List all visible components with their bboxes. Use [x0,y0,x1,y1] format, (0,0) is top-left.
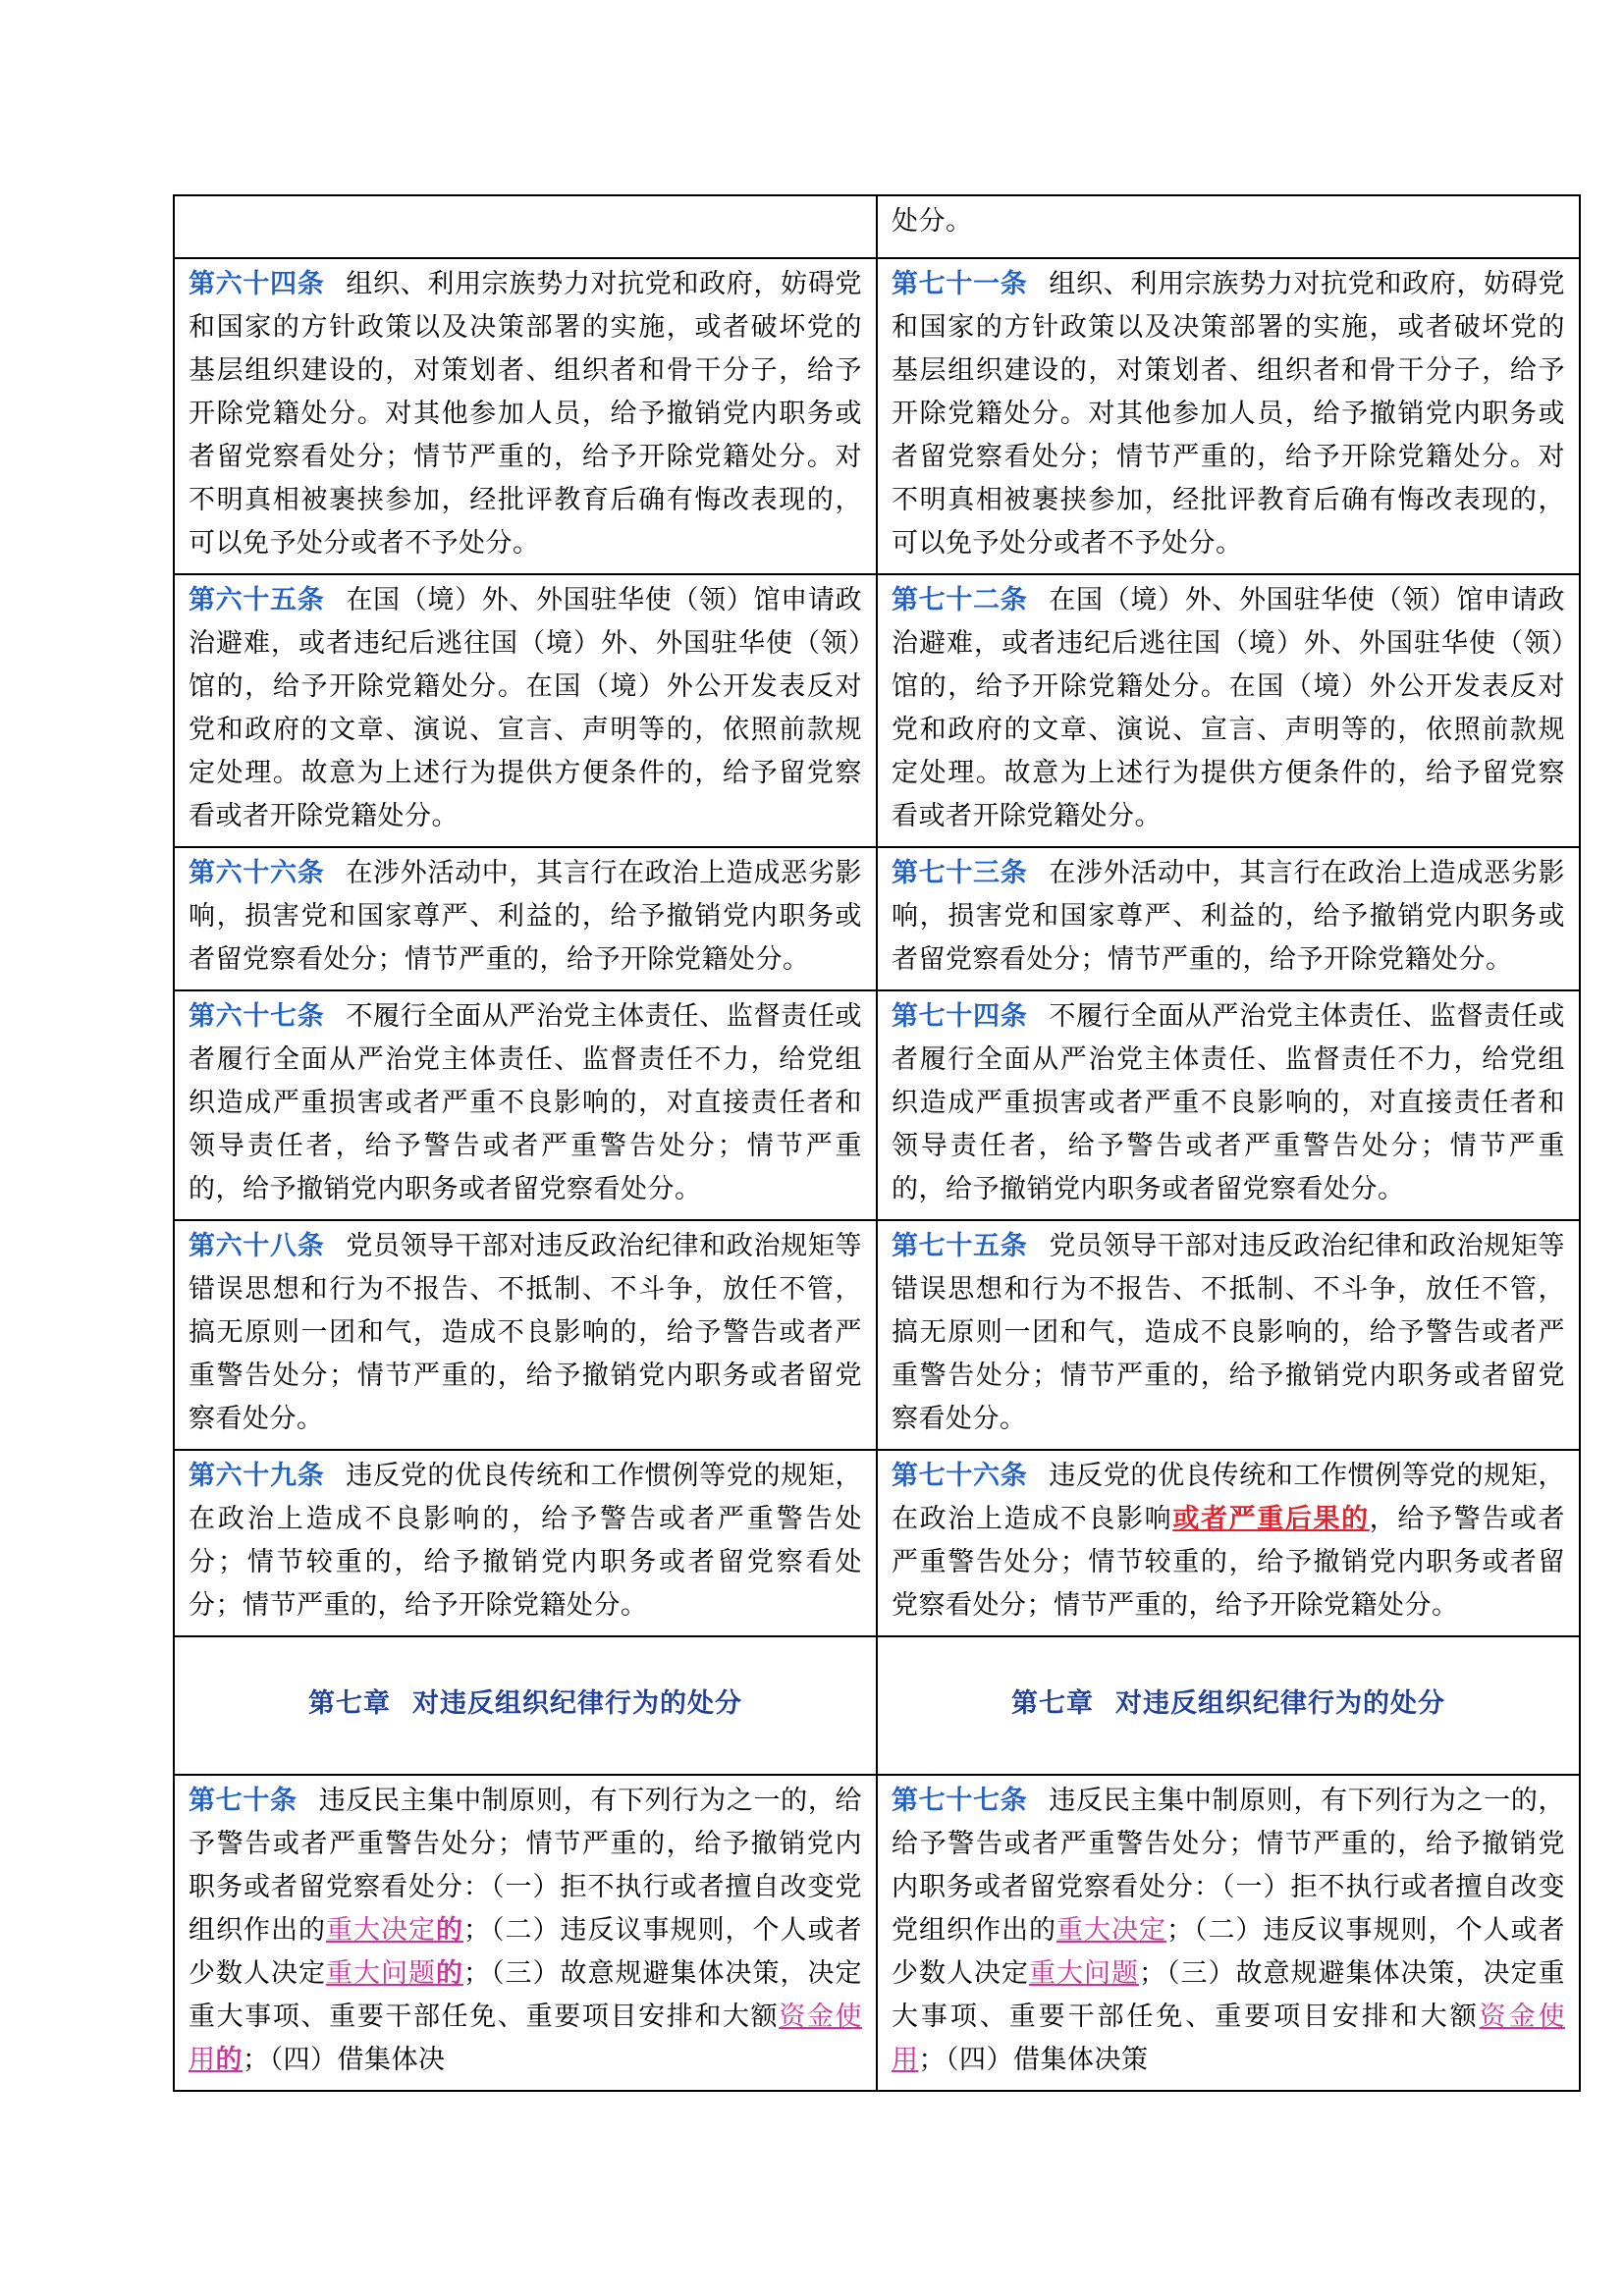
article-number: 第六十九条 [189,1461,325,1491]
article-number: 第七十三条 [892,858,1028,888]
chapter-row [174,1636,1580,1775]
article-text: 不履行全面从严治党主体责任、监督责任或者履行全面从严治党主体责任、监督责任不力，给党组织造成严重损害或者严重不良影响的，对直接责任者和领导责任者，给予警告或者严重警告处分；情节严重的，给予撤销党内职务或者留党察看处分。 [189,1001,863,1204]
article-number: 第七十四条 [892,1001,1028,1032]
modified-text: 资金使用 [892,2002,1566,2075]
comparison-table [173,194,1581,2092]
left-cell [174,990,877,1220]
article-text: ，给予警告或者严重警告处分；情节较重的，给予撤销党内职务或者留党察看处分；情节严重的，给予开除党籍处分。 [892,1504,1566,1621]
article-text: 违反党的优良传统和工作惯例等党的规矩，在政治上造成不良影响的，给予警告或者严重警告处分；情节较重的，给予撤销党内职务或者留党察看处分；情节严重的，给予开除党籍处分。 [189,1461,863,1621]
right-cell: 第七十七条 违反民主集中制原则，有下列行为之一的，给予警告或者严重警告处分；情节严重的，给予撤销党内职务或者留党察看处分：（一）拒不执行或者擅自改变党组织作出的重大决定；（二）违反议事规则，个人或者少数人决定重大问题；（三）故意规避集体决策，决定重大事项、重要干部任免、重要项目安排和大额资金使用；（四）借集体决策 [877,1775,1580,2091]
article-text: 在涉外活动中，其言行在政治上造成恶劣影响，损害党和国家尊严、利益的，给予撤销党内职务或者留党察看处分；情节严重的，给予开除党籍处分。 [892,858,1566,975]
right-cell [877,258,1580,574]
left-cell: 第七十条 违反民主集中制原则，有下列行为之一的，给予警告或者严重警告处分；情节严重的，给予撤销党内职务或者留党察看处分：（一）拒不执行或者擅自改变党组织作出的重大决定的；（二）违反议事规则，个人或者少数人决定重大问题的；（三）故意规避集体决策，决定重大事项、重要干部任免、重要项目安排和大额资金使用的；（四）借集体决 [174,1775,877,2091]
left-cell [174,258,877,574]
right-cell [877,990,1580,1220]
right-cell [877,847,1580,990]
article-text: 在涉外活动中，其言行在政治上造成恶劣影响，损害党和国家尊严、利益的，给予撤销党内职务或者留党察看处分；情节严重的，给予开除党籍处分。 [189,858,863,975]
article-number: 第七十条 [189,1786,298,1816]
chapter-heading-right [877,1636,1580,1775]
article-number: 第六十四条 [189,269,325,299]
chapter-title: 对违反组织纪律行为的处分 [1115,1687,1445,1719]
article-number: 第六十七条 [189,1001,325,1032]
article-number: 第七十七条 [892,1786,1028,1816]
article-number: 第七十二条 [892,585,1028,615]
right-cell [877,1220,1580,1450]
table-row [174,258,1580,574]
article-text: 党员领导干部对违反政治纪律和政治规矩等错误思想和行为不报告、不抵制、不斗争，放任不管，搞无原则一团和气，造成不良影响的，给予警告或者严重警告处分；情节严重的，给予撤销党内职务或者留党察看处分。 [189,1231,863,1434]
right-cell [877,1450,1580,1636]
table-row [174,1450,1580,1636]
article-number: 第六十五条 [189,585,325,615]
table-row [174,1220,1580,1450]
modified-text: 资金使用 [189,2002,863,2075]
modified-text: 重大决定 [326,1915,436,1946]
table-row [174,195,1580,258]
article-text: 组织、利用宗族势力对抗党和政府，妨碍党和国家的方针政策以及决策部署的实施，或者破坏党的基层组织建设的，对策划者、组织者和骨干分子，给予开除党籍处分。对其他参加人员，给予撤销党内职务或者留党察看处分；情节严重的，给予开除党籍处分。对不明真相被裹挟参加，经批评教育后确有悔改表现的，可以免予处分或者不予处分。 [892,269,1566,559]
modified-text: 重大问题 [1029,1958,1139,1989]
chapter-title: 对违反组织纪律行为的处分 [412,1687,742,1719]
table-row [174,847,1580,990]
left-cell [174,195,877,258]
article-number: 第七十一条 [892,269,1028,299]
right-cell [877,574,1580,847]
article-text: 违反党的优良传统和工作惯例等党的规矩，在政治上造成不良影响 [892,1461,1566,1534]
article-text: 在国（境）外、外国驻华使（领）馆申请政治避难，或者违纪后逃往国（境）外、外国驻华使（领）馆的，给予开除党籍处分。在国（境）外公开发表反对党和政府的文章、演说、宣言、声明等的，依照前款规定处理。故意为上述行为提供方便条件的，给予留党察看或者开除党籍处分。 [892,585,1566,831]
table-row [174,574,1580,847]
table-row [174,990,1580,1220]
chapter-number: 第七章 [1011,1687,1094,1719]
chapter-heading-left [174,1636,877,1775]
table-row [174,1775,1580,2091]
modified-text: 重大问题 [326,1958,436,1989]
article-number: 第七十五条 [892,1231,1028,1261]
article-number: 第七十六条 [892,1461,1028,1491]
deleted-text: 的 [436,1915,463,1946]
article-text: 在国（境）外、外国驻华使（领）馆申请政治避难，或者违纪后逃往国（境）外、外国驻华使（领）馆的，给予开除党籍处分。在国（境）外公开发表反对党和政府的文章、演说、宣言、声明等的，依照前款规定处理。故意为上述行为提供方便条件的，给予留党察看或者开除党籍处分。 [189,585,863,831]
inserted-text: 或者严重后果的 [1172,1504,1370,1534]
chapter-number: 第七章 [308,1687,391,1719]
modified-text: 重大决定 [1056,1915,1166,1946]
article-number: 第六十八条 [189,1231,325,1261]
deleted-text: 的 [215,2045,243,2075]
left-cell [174,1220,877,1450]
left-cell [174,847,877,990]
left-cell [174,574,877,847]
article-text: 组织、利用宗族势力对抗党和政府，妨碍党和国家的方针政策以及决策部署的实施，或者破坏党的基层组织建设的，对策划者、组织者和骨干分子，给予开除党籍处分。对其他参加人员，给予撤销党内职务或者留党察看处分；情节严重的，给予开除党籍处分。对不明真相被裹挟参加，经批评教育后确有悔改表现的，可以免予处分或者不予处分。 [189,269,863,559]
article-text: 党员领导干部对违反政治纪律和政治规矩等错误思想和行为不报告、不抵制、不斗争，放任不管，搞无原则一团和气，造成不良影响的，给予警告或者严重警告处分；情节严重的，给予撤销党内职务或者留党察看处分。 [892,1231,1566,1434]
article-text: 不履行全面从严治党主体责任、监督责任或者履行全面从严治党主体责任、监督责任不力，给党组织造成严重损害或者严重不良影响的，对直接责任者和领导责任者，给予警告或者严重警告处分；情节严重的，给予撤销党内职务或者留党察看处分。 [892,1001,1566,1204]
deleted-text: 的 [436,1958,463,1989]
article-number: 第六十六条 [189,858,325,888]
left-cell [174,1450,877,1636]
right-cell: 处分。 [877,195,1580,258]
